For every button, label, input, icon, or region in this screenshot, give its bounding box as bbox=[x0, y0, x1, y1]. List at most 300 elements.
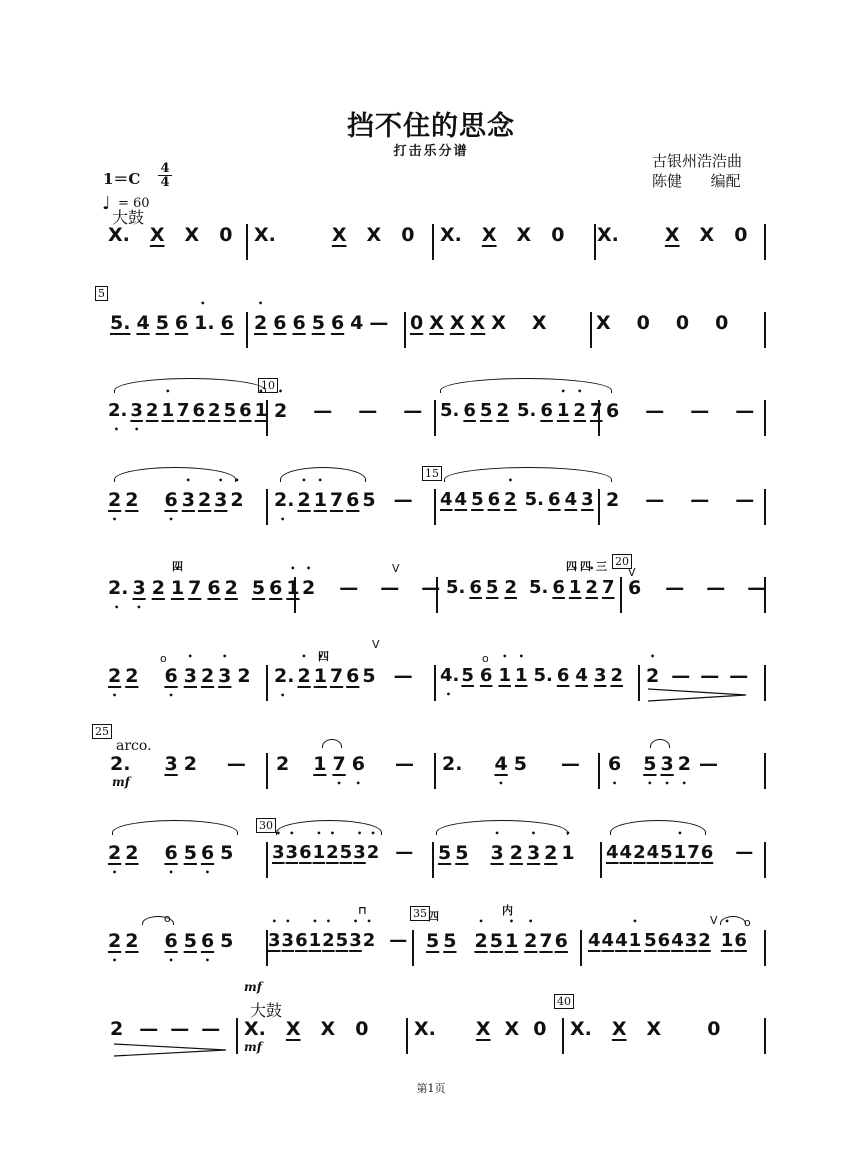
note: 2 bbox=[237, 665, 251, 687]
note: X. bbox=[414, 1018, 436, 1040]
note: 3 • bbox=[132, 577, 145, 599]
time-signature-bottom: 4 bbox=[158, 175, 172, 189]
note: 2 bbox=[544, 842, 558, 864]
note: 5 bbox=[471, 489, 484, 510]
note: • 3 bbox=[268, 930, 281, 951]
barline bbox=[764, 224, 766, 260]
measure-27 bbox=[442, 753, 586, 793]
note: 2 bbox=[197, 489, 212, 511]
note: 4 bbox=[671, 930, 684, 951]
barline bbox=[764, 312, 766, 348]
note: 6 bbox=[554, 930, 568, 952]
note: • 3 bbox=[182, 489, 195, 511]
note: X. bbox=[440, 224, 462, 246]
extension-line: — bbox=[671, 665, 691, 687]
note: 5 bbox=[461, 665, 474, 686]
measure-number: 35 bbox=[410, 906, 430, 921]
decrescendo-hairpin bbox=[112, 1042, 230, 1058]
measure-34 bbox=[268, 930, 413, 970]
bow-up-mark: V bbox=[628, 566, 636, 579]
note: 6 bbox=[657, 930, 671, 951]
note: 4 bbox=[619, 842, 633, 863]
slur bbox=[112, 820, 238, 835]
extension-line: — bbox=[393, 489, 413, 511]
measure-2 bbox=[254, 224, 420, 264]
system-6 bbox=[100, 665, 772, 705]
note: 5 bbox=[455, 842, 469, 864]
measure-10 bbox=[274, 400, 428, 440]
measure-19 bbox=[446, 577, 614, 617]
barline bbox=[266, 842, 268, 878]
note: • 1 bbox=[498, 665, 511, 686]
arranger-credit: 陈健 编配 bbox=[652, 172, 741, 190]
note: 5 bbox=[443, 930, 457, 952]
note: X bbox=[611, 1018, 627, 1040]
note: 6 bbox=[239, 400, 252, 421]
measure-26 bbox=[276, 753, 420, 793]
open-string-mark: o bbox=[744, 916, 751, 929]
fingering-mark: 四 bbox=[566, 560, 577, 573]
note: 7 bbox=[329, 489, 344, 511]
fingering-mark: 三 bbox=[596, 560, 607, 573]
page-number: 第1页 bbox=[416, 1082, 446, 1095]
barline bbox=[434, 665, 436, 701]
note: 2 bbox=[698, 930, 711, 951]
note: 6 • bbox=[352, 753, 365, 775]
note: 7 bbox=[539, 930, 553, 952]
note: 2 bbox=[276, 753, 290, 775]
slur bbox=[440, 378, 612, 393]
tempo-mark: = 60 bbox=[118, 196, 150, 211]
note: 6 bbox=[606, 400, 620, 422]
fingering-mark: 四 bbox=[318, 650, 329, 663]
measure-12 bbox=[606, 400, 760, 440]
note: X bbox=[449, 312, 465, 334]
note: 5 bbox=[660, 842, 673, 863]
extension-line: — bbox=[170, 1018, 190, 1040]
note: X bbox=[504, 1018, 520, 1040]
note: 5 bbox=[485, 577, 499, 598]
note: 2 • bbox=[108, 489, 121, 511]
extension-line: — bbox=[339, 577, 359, 599]
note: 6 bbox=[269, 577, 283, 599]
extension-line: — bbox=[706, 577, 726, 599]
note: X bbox=[366, 224, 382, 246]
note: • 3 bbox=[353, 842, 366, 863]
slur bbox=[444, 467, 612, 482]
note: • 1 bbox=[629, 930, 642, 951]
measure-number: 15 bbox=[422, 466, 442, 481]
measure-number: 5 bbox=[95, 286, 108, 301]
note: 6 bbox=[346, 665, 360, 687]
measure-15 bbox=[440, 489, 594, 529]
note: • 2 bbox=[524, 930, 537, 952]
note: 2. • bbox=[274, 665, 294, 687]
measure-8 bbox=[596, 312, 734, 352]
note: 5 bbox=[513, 753, 527, 775]
note: • 2 bbox=[297, 489, 310, 511]
slur bbox=[142, 916, 174, 925]
note: 6 bbox=[487, 489, 501, 510]
note: • 3 bbox=[282, 930, 295, 951]
note: • 3 bbox=[527, 842, 540, 864]
note: • 1 bbox=[255, 400, 268, 421]
note: X. bbox=[570, 1018, 592, 1040]
note: 2 bbox=[125, 665, 139, 687]
extension-line: — bbox=[380, 577, 400, 599]
system-7 bbox=[100, 753, 772, 793]
note: 5 bbox=[362, 489, 376, 511]
note: 2 bbox=[125, 842, 139, 864]
measure-17 bbox=[108, 577, 300, 617]
quarter-note-icon: ♩ bbox=[102, 193, 111, 214]
note: • 2 bbox=[367, 842, 380, 863]
note: • 3 bbox=[286, 842, 299, 863]
note: X bbox=[664, 224, 680, 246]
measure-9 bbox=[108, 400, 267, 440]
barline bbox=[434, 489, 436, 525]
note: 2 bbox=[125, 489, 139, 511]
note: • 2 bbox=[274, 400, 287, 422]
barline bbox=[434, 400, 436, 436]
barline bbox=[594, 224, 596, 260]
note: • 2 bbox=[363, 930, 376, 951]
measure-35 bbox=[426, 930, 568, 970]
barline bbox=[236, 1018, 238, 1054]
note: • 1 bbox=[314, 665, 327, 687]
note: 5 bbox=[335, 930, 349, 951]
barline bbox=[406, 1018, 408, 1054]
barline bbox=[598, 753, 600, 789]
note: 2. bbox=[442, 753, 463, 775]
barline bbox=[434, 753, 436, 789]
barline bbox=[764, 753, 766, 789]
rest: 0 bbox=[551, 224, 565, 246]
note: 4 bbox=[601, 930, 615, 951]
note: 2 bbox=[224, 577, 238, 599]
note: • 2 bbox=[326, 842, 339, 863]
note: X bbox=[516, 224, 532, 246]
note: • 2 bbox=[585, 577, 598, 598]
time-signature bbox=[158, 162, 172, 189]
bow-down-mark: ⊓ bbox=[358, 904, 367, 917]
measure-11 bbox=[440, 400, 602, 440]
measure-23 bbox=[440, 665, 623, 705]
note: 6 bbox=[700, 842, 714, 863]
note: X bbox=[596, 312, 611, 334]
rest: 0 bbox=[410, 312, 424, 334]
measure-4 bbox=[597, 224, 753, 264]
instrument-label-drum: 大鼓 bbox=[112, 208, 145, 227]
system-5 bbox=[100, 577, 772, 617]
extension-line: — bbox=[358, 400, 378, 422]
note: 2 bbox=[606, 489, 620, 511]
note: 6 bbox=[540, 400, 553, 421]
extension-line: — bbox=[735, 489, 755, 511]
note: • 2 bbox=[504, 489, 517, 510]
note: 3 bbox=[593, 665, 607, 686]
barline bbox=[764, 1018, 766, 1054]
note: 5 bbox=[489, 930, 503, 952]
note: 2 bbox=[183, 753, 197, 775]
note: 5. bbox=[524, 489, 545, 510]
note: • 1. bbox=[194, 312, 214, 334]
note: 6 bbox=[628, 577, 642, 599]
fingering-mark: 四 bbox=[428, 910, 439, 923]
extension-line: — bbox=[201, 1018, 221, 1040]
extension-line: — bbox=[700, 665, 720, 687]
barline bbox=[764, 489, 766, 525]
note: 5 bbox=[644, 930, 657, 951]
note: X bbox=[149, 224, 165, 246]
note: 3 bbox=[581, 489, 594, 510]
note: 7 bbox=[188, 577, 202, 599]
note: 4 bbox=[615, 930, 628, 951]
note: • 2 bbox=[573, 400, 586, 421]
barline bbox=[590, 312, 592, 348]
note: 5 bbox=[183, 930, 197, 952]
note: 6 bbox=[273, 312, 287, 334]
measure-number: 10 bbox=[258, 378, 278, 393]
slur bbox=[114, 378, 266, 393]
note: • 1 bbox=[313, 842, 326, 863]
rest: 0 bbox=[401, 224, 415, 246]
extension-line: — bbox=[747, 577, 767, 599]
note: 4 bbox=[575, 665, 588, 686]
note: 1 bbox=[313, 753, 327, 775]
note: 6 bbox=[548, 489, 561, 510]
note: 2 bbox=[125, 930, 139, 952]
note: X bbox=[699, 224, 715, 246]
note: X bbox=[531, 312, 547, 334]
barline bbox=[600, 842, 602, 878]
note: 2 bbox=[200, 665, 215, 687]
note: 6 bbox=[479, 665, 493, 686]
note: • 2 bbox=[254, 312, 267, 334]
measure-25 bbox=[110, 753, 252, 793]
extension-line: — bbox=[394, 753, 414, 775]
system-3 bbox=[100, 400, 772, 440]
rest: 0 bbox=[219, 224, 233, 246]
extension-line: — bbox=[645, 400, 665, 422]
instrument-label-drum: 大鼓 bbox=[250, 1001, 283, 1020]
measure-number: 25 bbox=[92, 724, 112, 739]
measure-21 bbox=[108, 665, 251, 705]
note: 5 bbox=[220, 842, 234, 864]
decrescendo-hairpin bbox=[646, 687, 750, 703]
measure-1 bbox=[108, 224, 238, 264]
note: 2 bbox=[504, 577, 517, 598]
measure-30 bbox=[272, 842, 419, 882]
note: 5 bbox=[155, 312, 169, 334]
note: • 1 bbox=[515, 665, 528, 686]
measure-22 bbox=[274, 665, 419, 705]
fingering-mark: 四 bbox=[172, 560, 183, 573]
measure-28 bbox=[608, 753, 724, 793]
barline bbox=[404, 312, 406, 348]
note: 5. bbox=[110, 312, 131, 334]
note: 4 bbox=[588, 930, 601, 951]
note: • 2 bbox=[322, 930, 335, 951]
note: 4 bbox=[564, 489, 578, 510]
slur bbox=[436, 820, 568, 835]
measure-18 bbox=[302, 577, 446, 617]
note: 5 bbox=[220, 930, 234, 952]
note: • 1 bbox=[309, 930, 322, 951]
note: 5 bbox=[438, 842, 452, 864]
rest: 0 bbox=[355, 1018, 369, 1040]
rest: 0 bbox=[636, 312, 650, 334]
fingering-mark: 内 bbox=[502, 904, 513, 917]
note: • 1 bbox=[569, 577, 582, 598]
barline bbox=[562, 1018, 564, 1054]
note: 2 bbox=[110, 1018, 124, 1040]
system-8 bbox=[100, 842, 772, 882]
note: X bbox=[475, 1018, 491, 1040]
extension-line: — bbox=[690, 489, 710, 511]
note: 2. • bbox=[274, 489, 294, 511]
note: • 2 bbox=[302, 577, 315, 599]
score-title: 挡不住的思念 bbox=[347, 111, 515, 142]
note: X bbox=[481, 224, 497, 246]
note: 7 bbox=[329, 665, 344, 687]
note: 5. bbox=[533, 665, 553, 686]
measure-number: 20 bbox=[612, 554, 632, 569]
note: 2 bbox=[208, 400, 221, 421]
note: 5. bbox=[528, 577, 549, 598]
note: X. bbox=[108, 224, 130, 246]
note: • 3 bbox=[218, 665, 231, 687]
note: 5 bbox=[223, 400, 237, 421]
note: X bbox=[646, 1018, 662, 1040]
extension-line: — bbox=[729, 665, 749, 687]
note: 5 bbox=[479, 400, 493, 421]
note: 2. • bbox=[108, 577, 128, 599]
barline bbox=[620, 577, 622, 613]
extension-line: — bbox=[139, 1018, 159, 1040]
extension-line: — bbox=[421, 577, 441, 599]
measure-6 bbox=[254, 312, 394, 352]
slur bbox=[280, 467, 366, 482]
note: 5 bbox=[362, 665, 376, 687]
barline bbox=[432, 842, 434, 878]
note: • 1 bbox=[557, 400, 570, 421]
note: • 1 bbox=[505, 930, 518, 952]
note: 2 • bbox=[108, 842, 121, 864]
note: • 2 bbox=[297, 665, 310, 687]
barline bbox=[266, 753, 268, 789]
extension-line: — bbox=[226, 753, 246, 775]
note: 6 • bbox=[164, 930, 177, 952]
note: X. bbox=[254, 224, 276, 246]
time-signature-top: 4 bbox=[160, 161, 170, 176]
note: 4 bbox=[440, 489, 453, 510]
rest: 0 bbox=[533, 1018, 547, 1040]
note: 2 bbox=[145, 400, 159, 421]
note: 6 bbox=[295, 930, 308, 951]
note: 5 bbox=[251, 577, 266, 599]
note: 7 bbox=[589, 400, 603, 421]
note: X. bbox=[597, 224, 619, 246]
note: 2 • bbox=[678, 753, 691, 775]
note: 4 bbox=[350, 312, 364, 334]
note: 4 bbox=[136, 312, 150, 334]
fingering-mark: 四 bbox=[580, 560, 591, 573]
note: 2 bbox=[496, 400, 509, 421]
note: 4 • bbox=[494, 753, 507, 775]
note: 3 bbox=[164, 753, 178, 775]
note: X bbox=[470, 312, 486, 334]
note: 4. • bbox=[440, 665, 459, 686]
barline bbox=[764, 400, 766, 436]
note: 7 bbox=[687, 842, 700, 863]
system-9 bbox=[100, 930, 772, 970]
note: 2 bbox=[151, 577, 165, 599]
note: 2 • bbox=[108, 665, 121, 687]
note: • 1 bbox=[161, 400, 174, 421]
bow-up-mark: V bbox=[372, 638, 380, 651]
extension-line: — bbox=[313, 400, 333, 422]
note: 2 bbox=[633, 842, 646, 863]
note: • 1 bbox=[314, 489, 327, 511]
extension-line: — bbox=[403, 400, 423, 422]
note: • 1 bbox=[171, 577, 184, 599]
extension-line: — bbox=[665, 577, 685, 599]
key-signature: 1＝C bbox=[103, 170, 141, 188]
note: X bbox=[320, 1018, 336, 1040]
bow-up-mark: V bbox=[392, 562, 400, 575]
slur bbox=[322, 739, 342, 748]
extension-line: — bbox=[395, 842, 414, 863]
rest: 0 bbox=[707, 1018, 721, 1040]
note: 5 • bbox=[643, 753, 656, 775]
note: X bbox=[429, 312, 444, 334]
measure-5 bbox=[110, 312, 240, 352]
extension-line: — bbox=[389, 930, 408, 951]
note: 2 bbox=[610, 665, 623, 686]
note: 6 bbox=[552, 577, 565, 598]
note: 6 bbox=[220, 312, 234, 334]
note: • 1 bbox=[286, 577, 299, 599]
system-1 bbox=[100, 224, 772, 264]
note: 7 • bbox=[332, 753, 345, 775]
note: 3 • bbox=[660, 753, 673, 775]
note: 6 • bbox=[164, 665, 177, 687]
rest: 0 bbox=[675, 312, 690, 334]
barline bbox=[246, 224, 248, 260]
note: 7 bbox=[601, 577, 615, 598]
note: 6 bbox=[463, 400, 476, 421]
note: 6 bbox=[292, 312, 306, 334]
system-2 bbox=[100, 312, 772, 352]
barline bbox=[580, 930, 582, 966]
extension-line: — bbox=[698, 753, 718, 775]
extension-line: — bbox=[645, 489, 665, 511]
note: • 3 bbox=[349, 930, 362, 951]
note: 6 bbox=[734, 930, 747, 951]
system-10 bbox=[100, 1018, 772, 1058]
dynamic-mf: mf bbox=[244, 1040, 262, 1054]
note: X bbox=[184, 224, 200, 246]
slur bbox=[610, 820, 706, 835]
note: • 1 bbox=[674, 842, 687, 863]
note: 6 bbox=[207, 577, 221, 599]
barline bbox=[638, 665, 640, 701]
dynamic-mf: mf bbox=[244, 980, 262, 994]
barline bbox=[266, 665, 268, 701]
note: 5 bbox=[426, 930, 440, 952]
note: X bbox=[331, 224, 347, 246]
